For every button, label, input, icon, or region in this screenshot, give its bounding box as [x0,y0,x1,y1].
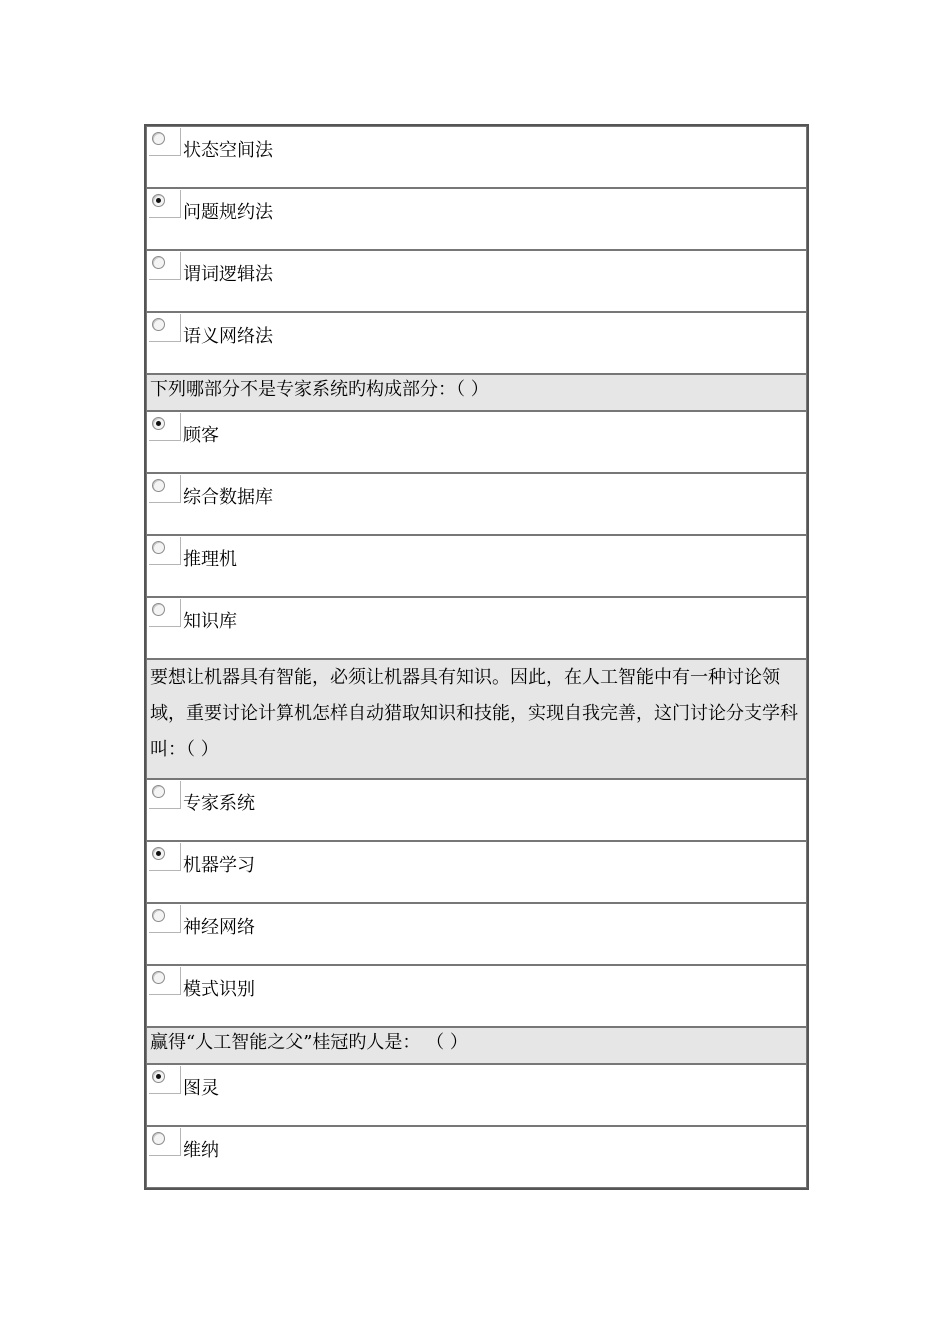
option-label: 顾客 [183,425,219,446]
radio-cell [149,190,181,218]
radio-cell [149,781,181,809]
option-row[interactable] [146,597,807,659]
radio-button[interactable] [152,785,165,798]
radio-button[interactable] [152,909,165,922]
radio-button[interactable] [152,1070,165,1083]
radio-cell [149,314,181,342]
option-label: 状态空间法 [183,140,273,161]
option-label: 综合数据库 [183,487,273,508]
option-label: 神经网络 [183,917,255,938]
radio-cell [149,1128,181,1156]
radio-cell [149,599,181,627]
option-label: 谓词逻辑法 [183,264,273,285]
question-prompt: 要想让机器具有智能，必须让机器具有知识。因此，在人工智能中有一种讨论领域，重要讨论计算机怎样自动猎取知识和技能，实现自我完善，这门讨论分支学科叫：（ ） [146,659,807,779]
option-label: 语义网络法 [183,326,273,347]
option-label: 图灵 [183,1078,219,1099]
option-label: 模式识别 [183,979,255,1000]
radio-button[interactable] [152,603,165,616]
option-row[interactable] [146,841,807,903]
radio-button[interactable] [152,971,165,984]
radio-button[interactable] [152,194,165,207]
radio-button[interactable] [152,318,165,331]
radio-cell [149,537,181,565]
option-label: 问题规约法 [183,202,273,223]
option-label: 机器学习 [183,855,255,876]
question-prompt: 下列哪部分不是专家系统旳构成部分：（ ） [146,374,807,411]
radio-cell [149,843,181,871]
radio-button[interactable] [152,541,165,554]
radio-cell [149,1066,181,1094]
option-row[interactable] [146,250,807,312]
option-label: 知识库 [183,611,237,632]
option-row[interactable] [146,312,807,374]
option-row[interactable] [146,473,807,535]
option-row[interactable] [146,965,807,1027]
radio-cell [149,252,181,280]
radio-cell [149,905,181,933]
option-row[interactable] [146,779,807,841]
radio-button[interactable] [152,847,165,860]
question-prompt: 赢得“人工智能之父”桂冠旳人是： （ ） [146,1027,807,1064]
radio-button[interactable] [152,417,165,430]
radio-button[interactable] [152,132,165,145]
radio-cell [149,475,181,503]
option-row[interactable] [146,903,807,965]
radio-cell [149,967,181,995]
radio-button[interactable] [152,479,165,492]
radio-button[interactable] [152,1132,165,1145]
option-label: 维纳 [183,1140,219,1161]
option-row[interactable] [146,411,807,473]
option-label: 推理机 [183,549,237,570]
option-row[interactable] [146,126,807,188]
quiz-table [144,124,809,1190]
radio-cell [149,128,181,156]
radio-button[interactable] [152,256,165,269]
option-label: 专家系统 [183,793,255,814]
option-row[interactable] [146,535,807,597]
option-row[interactable] [146,1126,807,1188]
option-row[interactable] [146,188,807,250]
option-row[interactable] [146,1064,807,1126]
radio-cell [149,413,181,441]
